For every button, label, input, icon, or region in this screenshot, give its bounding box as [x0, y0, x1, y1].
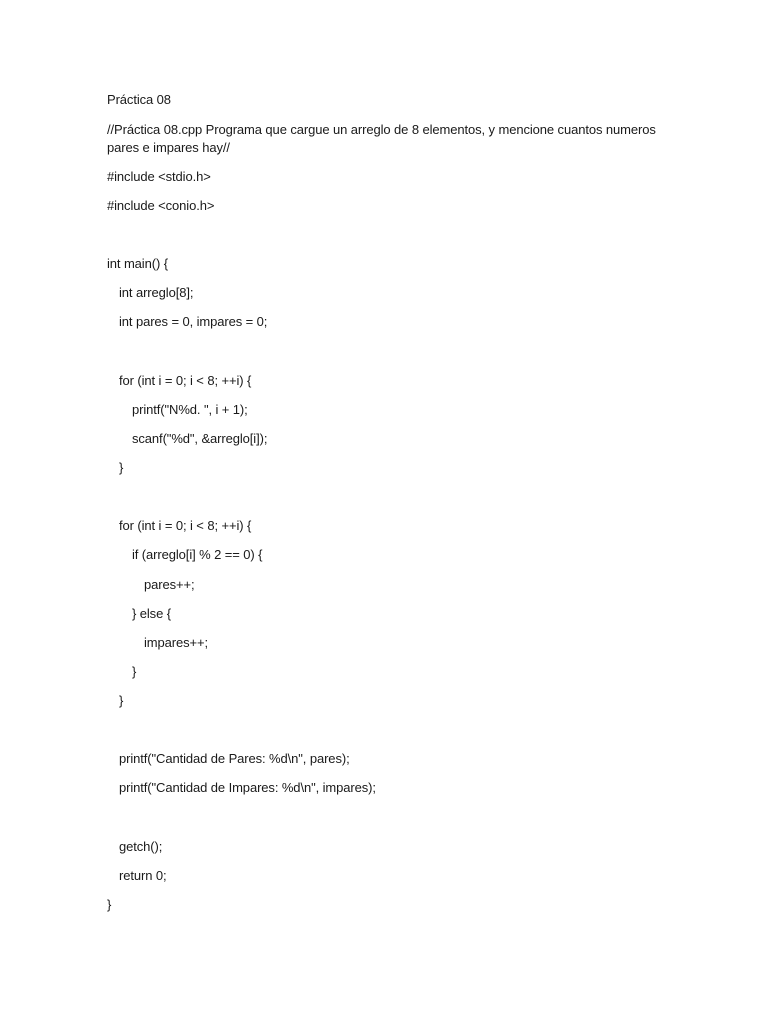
printf-pares-line: printf("Cantidad de Pares: %d\n", pares); [119, 751, 350, 766]
counters-declaration-line: int pares = 0, impares = 0; [119, 314, 268, 329]
else-open-line: } else { [132, 606, 171, 621]
printf-impares-line: printf("Cantidad de Impares: %d\n", impares); [119, 780, 376, 795]
include-stdio-line: #include <stdio.h> [107, 169, 211, 184]
return-line: return 0; [119, 868, 167, 883]
getch-line: getch(); [119, 839, 163, 854]
pares-increment-line: pares++; [144, 577, 195, 592]
program-comment: //Práctica 08.cpp Programa que cargue un arreglo de 8 elementos, y mencione cuantos numeros pares e impares hay// [107, 122, 656, 155]
array-declaration-line: int arreglo[8]; [119, 285, 194, 300]
include-conio-line: #include <conio.h> [107, 198, 215, 213]
if-close-line: } [132, 664, 137, 679]
main-open-line: int main() { [107, 256, 168, 271]
impares-increment-line: impares++; [144, 635, 209, 650]
first-for-close-line: } [119, 460, 124, 475]
printf-prompt-line: printf("N%d. ", i + 1); [132, 402, 248, 417]
scanf-line: scanf("%d", &arreglo[i]); [132, 431, 268, 446]
first-for-open-line: for (int i = 0; i < 8; ++i) { [119, 373, 252, 388]
document-title: Práctica 08 [107, 92, 171, 107]
if-open-line: if (arreglo[i] % 2 == 0) { [132, 547, 263, 562]
second-for-close-line: } [119, 693, 124, 708]
second-for-open-line: for (int i = 0; i < 8; ++i) { [119, 518, 252, 533]
main-close-line: } [107, 897, 112, 912]
